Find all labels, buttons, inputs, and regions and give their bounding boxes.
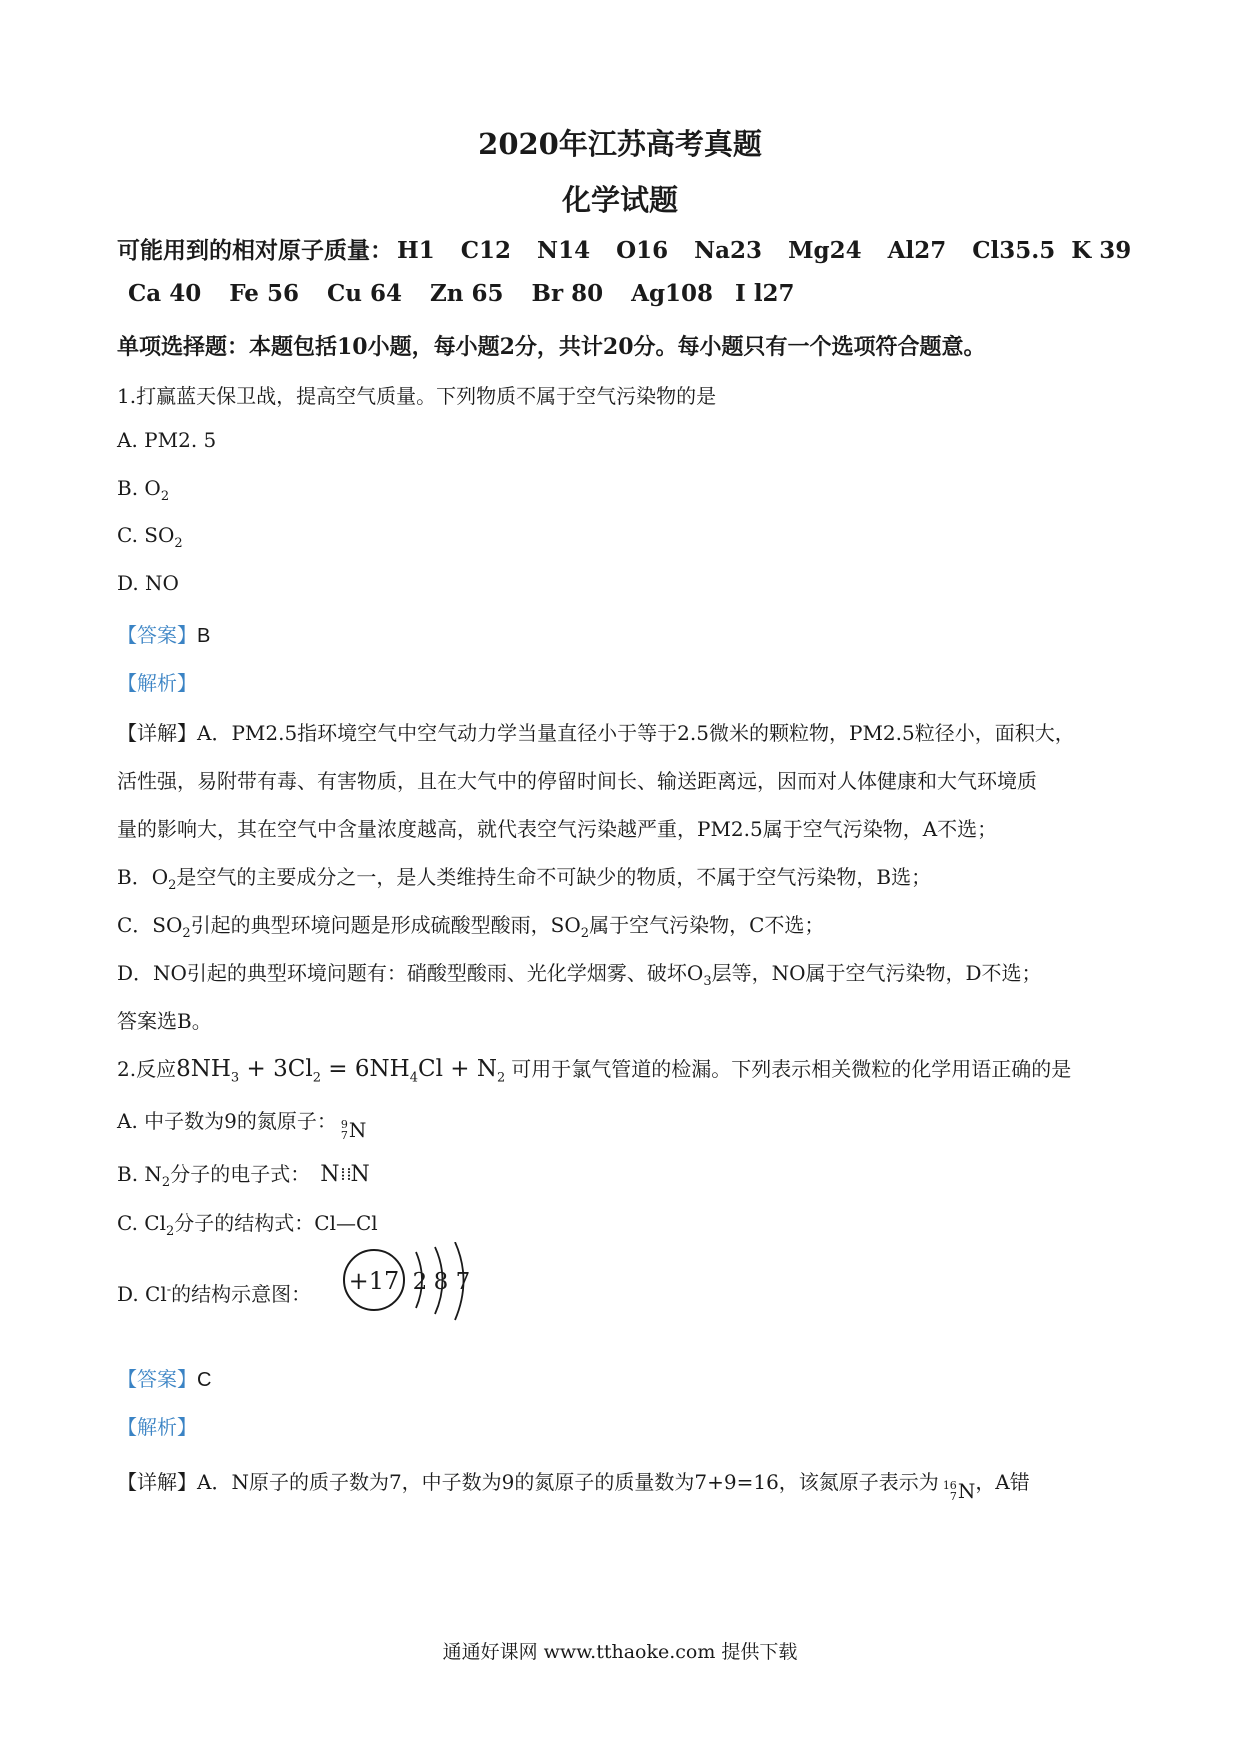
atomic-mass-item: N14 <box>537 237 591 264</box>
q1-option-b: B. $O_2$ <box>117 476 170 504</box>
nuclide-symbol: 16 7 N <box>942 1479 976 1503</box>
atomic-mass-item: O16 <box>616 237 669 264</box>
q2-option-a: A. 中子数为9的氮原子： 9 7 N <box>117 1109 367 1142</box>
reaction-equation: $8NH_3 + 3Cl_2 = 6NH_4Cl + N_2$ <box>176 1056 506 1086</box>
atomic-mass-row-2 <box>128 280 795 307</box>
answer-tag: 【答案】 <box>117 623 197 647</box>
atomic-mass-row-1 <box>117 232 1131 265</box>
q1-detail-line: 量的影响大，其在空气中含量浓度越高，就代表空气污染越严重，PM2.5属于空气污染物，A不选； <box>117 817 998 841</box>
shell-electrons: 8 <box>433 1269 449 1295</box>
electron-dots-icon: ⁞⁞ <box>340 1164 353 1185</box>
q2-detail-line: 【详解】A．N原子的质子数为7，中子数为9的氮原子的质量数为7+9=16，该氮原子表示为 16 7 N ，A错 <box>117 1470 1030 1503</box>
main-title: 2020年江苏高考真题 <box>478 127 762 161</box>
q1-detail-d: D．NO引起的典型环境问题有：硝酸型酸雨、光化学烟雾、破坏$O_3$层等，NO属于空气污染物，D不选； <box>117 961 1042 989</box>
q1-detail-c: C．$SO_2$引起的典型环境问题是形成硫酸型酸雨，$SO_2$属于空气污染物，C不选； <box>117 913 825 941</box>
nuclide-symbol: 9 7 N <box>340 1118 367 1142</box>
atomic-mass-item: Cl35.5 <box>972 237 1056 264</box>
electron-formula: N⁞⁞N <box>320 1162 371 1187</box>
shell-electrons: 2 <box>412 1269 428 1295</box>
q1-conclusion: 答案选B。 <box>117 1009 212 1033</box>
atomic-mass-item: Al27 <box>887 237 947 264</box>
q2-option-d: D. Cl-的结构示意图： <box>117 1282 312 1306</box>
shell-electrons: 7 <box>455 1269 471 1295</box>
nucleus-charge: +17 <box>348 1267 400 1295</box>
subject-title: 化学试题 <box>561 183 678 217</box>
q1-detail-b: B．$O_2$是空气的主要成分之一，是人类维持生命不可缺少的物质，不属于空气污染物，B选； <box>117 865 932 893</box>
atomic-mass-item: K 39 <box>1071 237 1132 264</box>
answer-value: C <box>197 1369 212 1391</box>
atomic-mass-item: I l27 <box>735 280 795 307</box>
cl-ion-structure-diagram <box>338 1242 488 1322</box>
atomic-mass-item: C12 <box>460 237 512 264</box>
q1-option-d: D. NO <box>117 571 179 595</box>
q2-analysis-tag: 【解析】 <box>117 1415 197 1439</box>
atomic-mass-item: Ca 40 <box>128 280 202 307</box>
q2-stem: 2.反应$8NH_3 + 3Cl_2 = 6NH_4Cl + N_2$ 可用于氯气管道的检漏。下列表示相关微粒的化学用语正确的是 <box>117 1056 1072 1086</box>
q1-detail-line: 活性强，易附带有毒、有害物质，且在大气中的停留时间长、输送距离远，因而对人体健康和大气环境质 <box>117 769 1037 793</box>
q1-analysis-tag: 【解析】 <box>117 671 197 695</box>
atomic-mass-item: Ag108 <box>631 280 714 307</box>
q1-detail-line: 【详解】A．PM2.5指环境空气中空气动力学当量直径小于等于2.5微米的颗粒物，PM2.5粒径小，面积大， <box>117 721 1075 745</box>
q1-answer <box>117 619 210 648</box>
q1-option-c: C. $SO_2$ <box>117 523 183 551</box>
page-footer: 通通好课网 www.tthaoke.com 提供下载 <box>442 1641 798 1663</box>
atomic-mass-label: 可能用到的相对原子质量： <box>117 237 393 264</box>
q2-option-b: B. $N_2$分子的电子式： N⁞⁞N <box>117 1162 371 1190</box>
answer-tag: 【答案】 <box>117 1367 197 1391</box>
atomic-mass-item: Fe 56 <box>229 280 299 307</box>
atomic-mass-item: Na23 <box>694 237 763 264</box>
q2-answer <box>117 1363 211 1392</box>
atomic-mass-item: Zn 65 <box>430 280 504 307</box>
atomic-mass-item: H1 <box>397 237 435 264</box>
atomic-mass-item: Mg24 <box>788 237 862 264</box>
q1-stem: 1.打赢蓝天保卫战，提高空气质量。下列物质不属于空气污染物的是 <box>117 384 717 408</box>
section-header: 单项选择题：本题包括10小题，每小题2分，共计20分。每小题只有一个选项符合题意。 <box>117 334 986 360</box>
atomic-mass-item: Cu 64 <box>326 280 402 307</box>
answer-value: B <box>197 625 211 647</box>
q1-option-a: A. PM2. 5 <box>117 428 217 452</box>
q2-option-c: C. $Cl_2$分子的结构式：Cl—Cl <box>117 1211 378 1239</box>
atomic-mass-item: Br 80 <box>531 280 604 307</box>
